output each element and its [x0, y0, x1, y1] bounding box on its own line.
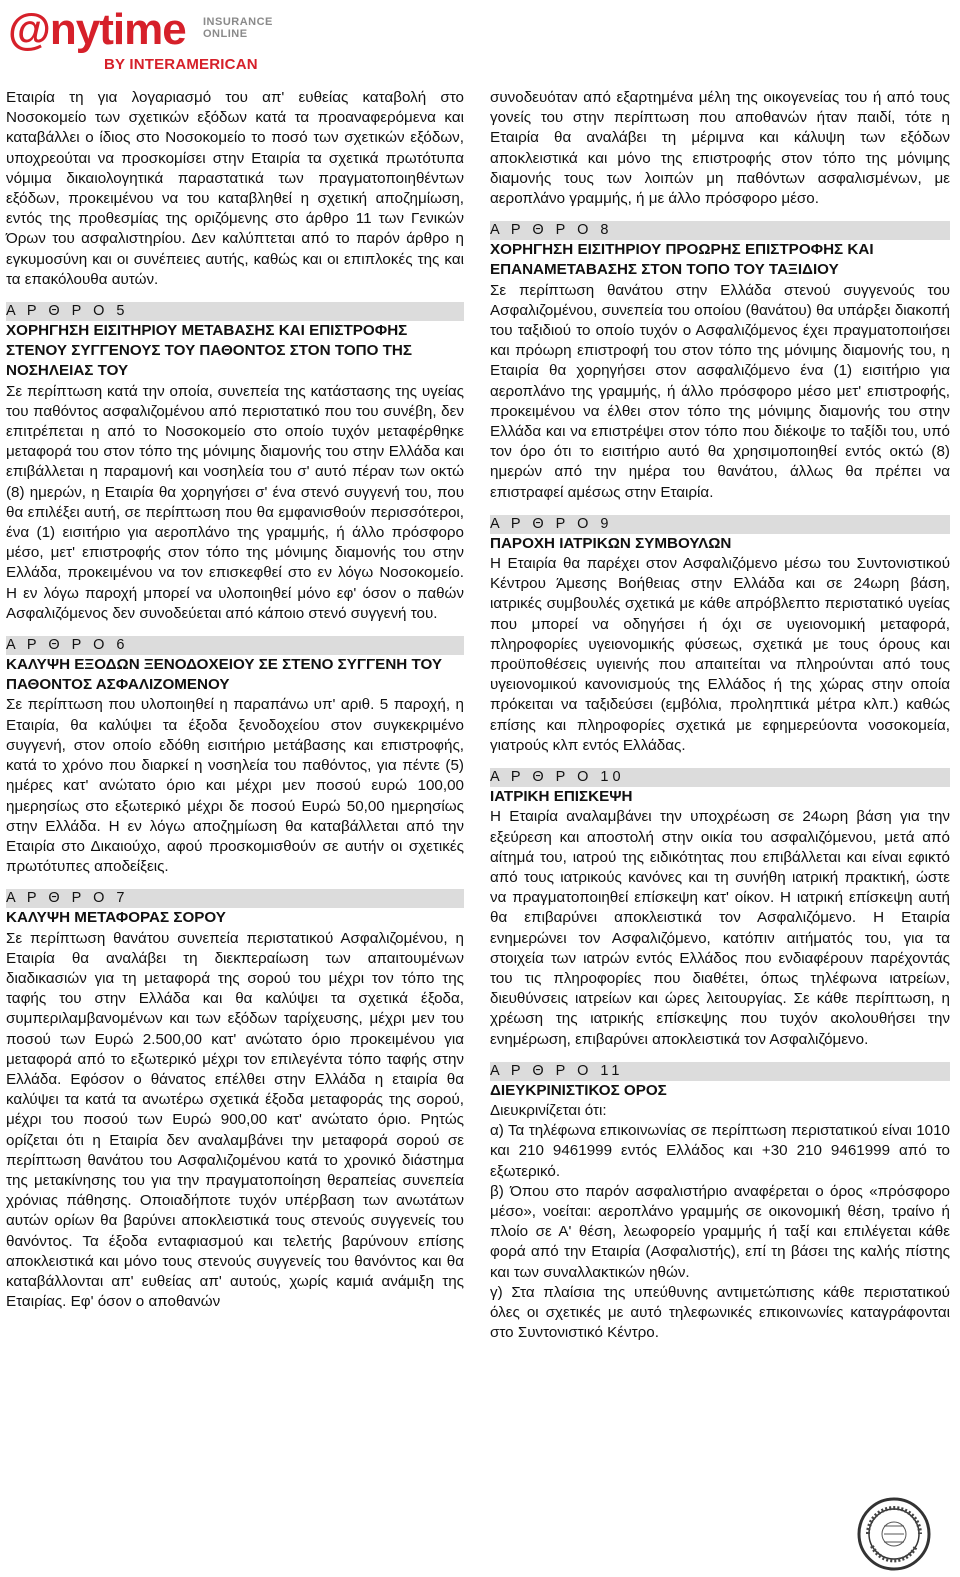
article-8-body: Σε περίπτωση θανάτου στην Ελλάδα στενού συγγενούς του Ασφαλιζομένου, συνεπεία του οποίου (θανάτου) θα υπάρξει διακοπή του ταξιδιού το οποίο τυχόν ο Ασφαλιζόμενος έχει πραγματοποιήσει και πρόωρη επιστροφή του στον τόπο της μόνιμης διαμονής του, η Εταιρία θα χορηγήσει στον ασφαλιζόμενο ένα (1) εισιτήριο για αεροπλάνο της γραμμής, ή άλλο πρόσφορο μέσο μετ' επιστροφής, προκειμένου να έλθει στον τόπο της μόνιμης διαμονής του στην Ελλάδα και να επιστρέψει στον τόπο που διέκοψε το ταξίδι του, υπό τον όρο ότι το εισιτήριο αυτό θα χρησιμοποιηθεί εντός οκτώ (8) ημερών από την ημέρα του θανάτου, άλλως θα πρέπει να επιστραφεί αμέσως στην Εταιρία. — [490, 281, 950, 501]
article-5 — [6, 302, 464, 624]
article-10 — [490, 768, 950, 1050]
brand-logo — [8, 6, 278, 76]
article-11-item-b: β) Όπου στο παρόν ασφαλιστήριο αναφέρεται ο όρος «πρόσφορο μέσο», νοείται: αεροπλάνο γραμμής σε οικονομική θέση, τραίνο ή πλοίο σε Α' θέση, λεωφορείο γραμμής ή ταξί και επιλέγεται κάθε φορά από την Εταιρία (Ασφαλιστής), επί τη βάσει της καλής πίστης και των συναλλακτικών ηθών. — [490, 1182, 950, 1281]
article-9-title: ΠΑΡΟΧΗ ΙΑΤΡΙΚΩΝ ΣΥΜΒΟΥΛΩΝ — [490, 534, 732, 552]
article-11-item-c: γ) Στα πλαίσια της υπεύθυνης αντιμετώπισης κάθε περιστατικού όλες οι σχετικές με αυτό τηλεφωνικές επικοινωνίες καταγράφονται στο Συντονιστικό Κέντρο. — [490, 1283, 950, 1342]
article-8-title: ΧΟΡΗΓΗΣΗ ΕΙΣΙΤΗΡΙΟΥ ΠΡΟΩΡΗΣ ΕΠΙΣΤΡΟΦΗΣ ΚΑΙ ΕΠΑΝΑΜΕΤΑΒΑΣΗΣ ΣΤΟΝ ΤΟΠΟ ΤΟΥ ΤΑΞΙΔΙΟΥ — [490, 241, 874, 279]
left-intro-paragraph: Εταιρία τη για λογαριασμό του απ' ευθείας καταβολή στο Νοσοκομείο των σχετικών εξόδων κατά τα προαναφερόμενα και καταβάλλει ο ίδιος στο Νοσοκομείο το ποσό των σχετικών εξόδων, υποχρεούται να προσκομίσει στην Εταιρία τα σχετικά πρωτότυπα νόμιμα δικαιολογητικά παραστατικά των πραγματοποιηθέντων εξόδων, προκειμένου να του καταβληθεί η σχετική αποζημίωση, εντός της προθεσμίας της οριζόμενης στο άρθρο 11 των Γενικών Όρων του ασφαλιστηρίου. Δεν καλύπτεται από το παρόν άρθρο η εγκυμοσύνη και οι συνέπειες αυτής, καθώς και οι επιπλοκές της και τα επακόλουθα αυτών. — [6, 89, 464, 288]
logo-by-interamerican: BY INTERAMERICAN — [104, 56, 258, 73]
article-5-label: Α Ρ Θ Ρ Ο 5 — [6, 302, 464, 321]
article-8 — [490, 221, 950, 503]
logo-tagline — [203, 16, 273, 40]
article-8-label: Α Ρ Θ Ρ Ο 8 — [490, 221, 950, 240]
logo-tagline-line2: ONLINE — [203, 28, 248, 40]
article-7-label: Α Ρ Θ Ρ Ο 7 — [6, 889, 464, 908]
article-10-label: Α Ρ Θ Ρ Ο 10 — [490, 768, 950, 787]
right-column — [490, 88, 950, 1343]
article-9-label: Α Ρ Θ Ρ Ο 9 — [490, 515, 950, 534]
seal-graphic — [856, 1496, 932, 1572]
article-11-title: ΔΙΕΥΚΡΙΝΙΣΤΙΚΟΣ ΟΡΟΣ — [490, 1081, 667, 1099]
article-7-title: ΚΑΛΥΨΗ ΜΕΤΑΦΟΡΑΣ ΣΟΡΟΥ — [6, 909, 226, 927]
article-10-title: ΙΑΤΡΙΚΗ ΕΠΙΣΚΕΨΗ — [490, 788, 633, 806]
article-6-body: Σε περίπτωση που υλοποιηθεί η παραπάνω υπ' αριθ. 5 παροχή, η Εταιρία, θα καλύψει τα έξοδα ξενοδοχείου στον συγκεκριμένο συγγενή, στον οποίο εδόθη εισιτήριο μετάβασης και επιστροφής, κατά το χρόνο που διαρκεί η νοσηλεία του παθόντος, για πέντε (5) ημέρες κατ' ανώτατο όριο και μέχρι μεν ποσού ευρώ 100,00 ημερησίως στο εξωτερικό μέχρι δε ποσού Ευρώ 50,00 ημερησίως στην Ελλάδα. Η εν λόγω αποζημίωση θα καταβάλλεται από την Εταιρία στο Δικαιούχο, αφού προσκομισθούν σε αυτήν οι σχετικές πρωτότυπες αποδείξεις. — [6, 696, 464, 876]
article-11 — [490, 1062, 950, 1344]
article-7 — [6, 889, 464, 1312]
article-5-body: Σε περίπτωση κατά την οποία, συνεπεία της κατάστασης της υγείας του παθόντος ασφαλιζομένου από περιστατικό που του συνέβη, δεν επιτρέπεται η από το Νοσοκομείο στο οποίο τυχόν μεταφέρθηκε μεταφορά του στον τόπο της μόνιμης διαμονής του στην Ελλάδα και επιβάλλεται η παραμονή και νοσηλεία του σ' αυτό πέραν των οκτώ (8) ημερών, η Εταιρία θα χορηγήσει σ' ένα στενό συγγενή του, που θα επιλέξει αυτή, σε περίπτωση που θα εμφανισθούν περισσότεροι, ένα (1) εισιτήριο για αεροπλάνο της γραμμής, ή άλλο πρόσφορο μέσο, μετ' επιστροφής στον τόπο της μόνιμης διαμονής του στην Ελλάδα, προκειμένου να τον επισκεφθεί στο εν λόγω Νοσοκομείο. Η εν λόγω παροχή μπορεί να υλοποιηθεί μόνο εφ' όσον ο παθών Ασφαλιζόμενος δεν συνοδεύεται από κάποιο στενό συγγενή του. — [6, 382, 464, 622]
logo-wordmark: @nytime — [8, 5, 186, 54]
article-11-intro: Διευκρινίζεται ότι: — [490, 1101, 607, 1119]
right-intro-paragraph: συνοδευόταν από εξαρτημένα μέλη της οικογενείας του ή από τους γονείς του στην περίπτωση που αποθανών ήταν παιδί, τότε η Εταιρία θα αναλάβει τη μέριμνα και κάλυψη των εξόδων αποκλειστικά και μόνο της επιστροφής στον τόπο της μόνιμης διαμονής τους των λοιπών μη παθόντων ασφαλισμένων, με αεροπλάνο γραμμής, ή με άλλο πρόσφορο μέσο. — [490, 89, 950, 208]
article-7-body: Σε περίπτωση θανάτου συνεπεία περιστατικού Ασφαλιζομένου, η Εταιρία θα αναλάβει τη διεκπεραίωση των απαιτουμένων διαδικασιών για τη μεταφορά της σορού του μέχρι τον τόπο της ταφής του στην Ελλάδα και θα καλύψει τα σχετικά έξοδα, συμπεριλαμβανομένων και των εξόδων ταρίχευσης, μέχρι μεν του ποσού των Ευρώ 2.500,00 κατ' ανώτατο όριο προκειμένου για μεταφορά από το εξωτερικό μέχρι τον επιλεγέντα τόπο ταφής στην Ελλάδα. Εφόσον ο θάνατος επέλθει στην Ελλάδα η εταιρία θα καλύψει τα κατά τα ανωτέρω σχετικά έξοδα μεταφοράς της σορού, μέχρι του ποσού των Ευρώ 900,00 κατ' ανώτατο όριο. Ρητώς ορίζεται ότι η Εταιρία δεν αναλαμβάνει την μεταφορά σορού σε περίπτωση θανάτου του Ασφαλιζομένου κατά το χρονικό διάστημα της μετακίνησης του για την πραγματοποίηση θεραπείας συνεπεία χρόνιας πάθησης. Οποιαδήποτε τυχόν υπέρβαση των ανωτάτων αυτών ορίων θα βαρύνει αποκλειστικά τους στενούς συγγενείς του θανόντος. Τα έξοδα ενταφιασμού και τελετής βαρύνουν επίσης αποκλειστικά και μόνο τους στενούς συγγενείς του θανόντος και θα καταβάλλονται απ' ευθείας απ' αυτούς, χωρίς καμιά ανάμιξη της Εταιρίας. Εφ' όσον ο αποθανών — [6, 929, 464, 1311]
article-5-title: ΧΟΡΗΓΗΣΗ ΕΙΣΙΤΗΡΙΟΥ ΜΕΤΑΒΑΣΗΣ ΚΑΙ ΕΠΙΣΤΡΟΦΗΣ ΣΤΕΝΟΥ ΣΥΓΓΕΝΟΥΣ ΤΟΥ ΠΑΘΟΝΤΟΣ ΣΤΟΝ ΤΟΠΟ ΤΗΣ ΝΟΣΗΛΕΙΑΣ ΤΟΥ — [6, 322, 412, 380]
article-10-body: Η Εταιρία αναλαμβάνει την υποχρέωση σε 24ωρη βάση για την εξεύρεση και αποστολή στην οικία του ασφαλιζόμενου, μετά από αίτημά του, ιατρού της ειδικότητας που επιβάλλεται και είναι εφικτό από τους ιατρικούς κανόνες και τη συνήθη ιατρική πρακτική, ώστε να πραγματοποιηθεί επίσκεψη κατ' οίκον. Η ιατρική επίσκεψη αυτή θα επιβαρύνει αποκλειστικά τον Ασφαλιζόμενο. Η Εταιρία ενημερώνει τον Ασφαλιζόμενο, κατόπιν αιτήματός του, για τα στοιχεία των ιατρών εντός Ελλάδος που ενδιαφέρουν παρέχοντάς του τις πληροφορίες που διαθέτει, όπως τηλέφωνα ιατρείων, διευθύνσεις ιατρείων και ώρες λειτουργίας. Σε κάθε περίπτωση, η χρέωση της ιατρικής επίσκεψης που τυχόν ακολουθήσει την ενημέρωση, επιβαρύνει αποκλειστικά τον Ασφαλιζόμενο. — [490, 808, 950, 1048]
article-6-title: ΚΑΛΥΨΗ ΕΞΟΔΩΝ ΞΕΝΟΔΟΧΕΙΟΥ ΣΕ ΣΤΕΝΟ ΣΥΓΓΕΝΗ ΤΟΥ ΠΑΘΟΝΤΟΣ ΑΣΦΑΛΙΖΟΜΕΝΟΥ — [6, 656, 442, 694]
left-column — [6, 88, 464, 1312]
logo-tagline-line1: INSURANCE — [203, 16, 273, 28]
article-6-label: Α Ρ Θ Ρ Ο 6 — [6, 636, 464, 655]
article-6 — [6, 636, 464, 877]
company-seal-stamp — [856, 1496, 932, 1572]
article-11-label: Α Ρ Θ Ρ Ο 11 — [490, 1062, 950, 1081]
article-9 — [490, 515, 950, 756]
article-11-item-a: α) Τα τηλέφωνα επικοινωνίας σε περίπτωση περιστατικού είναι 1010 και 210 9461999 εντός Ελλάδος και +30 210 9461999 από το εξωτερικό. — [490, 1122, 950, 1180]
article-9-body: Η Εταιρία θα παρέχει στον Ασφαλιζόμενο μέσω του Συντονιστικού Κέντρου Άμεσης Βοήθειας στην Ελλάδα και σε 24ωρη βάση, ιατρικές συμβουλές σχετικά με κάθε απρόβλεπτο περιστατικό υγείας που μπορεί να οδηγήσει ή όχι σε υγειονομική μεταφορά, πληροφορίες υγειονομικής φύσεως, σχετικά με τους όρους και προϋποθέσεις υγιεινής που απαιτείται να πληρούνται από τους υγειονομικού κανονισμούς της Ελλάδος ή της χώρας στην οποία πρόκειται να ταξιδεύσει (εμβόλια, προληπτικά μέτρα κλπ.) καθώς επίσης και πληροφορίες σχετικά με εφημερεύοντα νοσοκομεία, γιατρούς κλπ εντός Ελλάδας. — [490, 555, 950, 754]
